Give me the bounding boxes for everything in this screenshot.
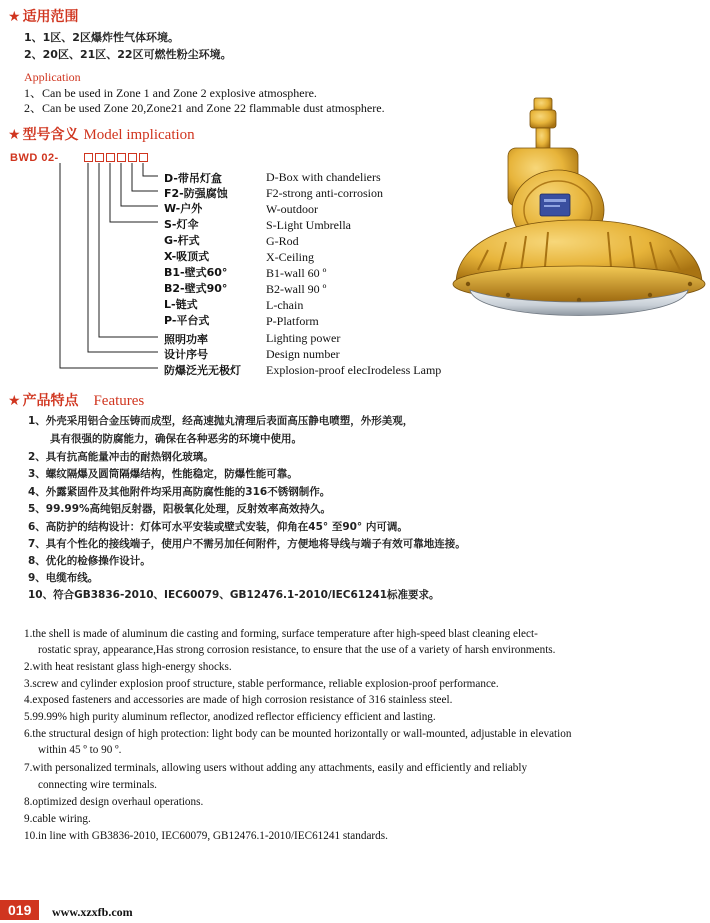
model-row-en-9: L-chain: [266, 298, 304, 312]
application-item-en-2: 2、Can be used Zone 20,Zone21 and Zone 22 flammable dust atmosphere.: [24, 101, 385, 115]
model-row-cn-5: G-杆式: [164, 234, 200, 247]
application-item-en-1: 1、Can be used in Zone 1 and Zone 2 explosive atmosphere.: [24, 86, 317, 100]
star-icon: ★: [8, 393, 21, 409]
feature-en-1b: rostatic spray, appearance,Has strong corrosion resistance, to ensure that the use of a variety of harsh environments.: [38, 644, 556, 656]
model-code: BWD 02-: [10, 152, 59, 164]
feature-en-3: 3.screw and cylinder explosion proof structure, stable performance, reliable explosion-proof performance.: [24, 678, 499, 690]
feature-cn-3: 3、螺纹隔爆及圆筒隔爆结构，性能稳定，防爆性能可靠。: [28, 468, 298, 480]
model-row-en-1: D-Box with chandeliers: [266, 170, 381, 184]
page-number: 019: [0, 900, 39, 920]
application-header-en: Application: [24, 70, 81, 84]
feature-cn-6: 6、高防护的结构设计：灯体可水平安装或壁式安装，仰角在45° 至90° 内可调。: [28, 521, 408, 533]
feature-cn-1: 1、外壳采用铝合金压铸而成型，经高速抛丸清理后表面高压静电喷塑，外形美观，: [28, 415, 414, 427]
model-row-en-4: S-Light Umbrella: [266, 218, 351, 232]
feature-cn-4: 4、外露紧固件及其他附件均采用高防腐性能的316不锈钢制作。: [28, 486, 331, 498]
feature-cn-10: 10、符合GB3836-2010、IEC60079、GB12476.1-2010/IEC61241标准要求。: [28, 589, 440, 601]
website-url: www.xzxfb.com: [52, 905, 133, 919]
model-row-cn-1: D-带吊灯盒: [164, 172, 222, 185]
feature-en-10: 10.in line with GB3836-2010, IEC60079, GB12476.1-2010/IEC61241 standards.: [24, 830, 388, 842]
model-row-cn-8: B2-壁式90°: [164, 282, 228, 295]
model-row-en-13: Explosion-proof elecIrodeless Lamp: [266, 363, 442, 377]
application-item-cn-2: 2、20区、21区、22区可燃性粉尘环境。: [24, 48, 232, 61]
model-row-en-10: P-Platform: [266, 314, 319, 328]
feature-en-6: 6.the structural design of high protection: light body can be mounted horizontally or wall-mounted, adjustable in elevation: [24, 728, 572, 740]
model-row-cn-3: W-户外: [164, 202, 203, 215]
model-row-cn-9: L-链式: [164, 298, 198, 311]
model-header: ★ 型号含义 Model implication: [8, 127, 195, 143]
model-row-en-2: F2-strong anti-corrosion: [266, 186, 383, 200]
features-header: ★ 产品特点 Features: [8, 393, 145, 409]
feature-en-4: 4.exposed fasteners and accessories are made of high corrosion resistance of 316 stainless steel.: [24, 694, 453, 706]
feature-en-7b: connecting wire terminals.: [38, 779, 157, 791]
feature-en-8: 8.optimized design overhaul operations.: [24, 796, 204, 808]
model-row-en-3: W-outdoor: [266, 202, 318, 216]
model-row-en-6: X-Ceiling: [266, 250, 314, 264]
feature-cn-5: 5、99.99%高纯铝反射器，阳极氧化处理，反射效率高效持久。: [28, 503, 332, 515]
application-header-cn: ★ 适用范围: [8, 9, 79, 25]
feature-cn-8: 8、优化的检修操作设计。: [28, 555, 151, 567]
feature-en-6b: within 45 º to 90 º.: [38, 744, 122, 756]
feature-cn-2: 2、具有抗高能量冲击的耐热钢化玻璃。: [28, 451, 214, 463]
feature-en-2: 2.with heat resistant glass high-energy shocks.: [24, 661, 232, 673]
model-row-cn-11: 照明功率: [164, 333, 208, 346]
model-row-en-11: Lighting power: [266, 331, 341, 345]
feature-cn-9: 9、电缆布线。: [28, 572, 99, 584]
feature-en-9: 9.cable wiring.: [24, 813, 91, 825]
model-row-cn-4: S-灯伞: [164, 218, 199, 231]
feature-cn-7: 7、具有个性化的接线端子，使用户不需另加任何附件，方便地将导线与端子有效可靠地连接。: [28, 538, 466, 550]
feature-en-7: 7.with personalized terminals, allowing users without adding any attachments, easily and efficiently and reliably: [24, 762, 528, 774]
application-item-cn-1: 1、1区、2区爆炸性气体环境。: [24, 31, 179, 44]
model-row-en-12: Design number: [266, 347, 340, 361]
feature-en-5: 5.99.99% high purity aluminum reflector, anodized reflector efficiency efficient and lasting.: [24, 711, 436, 723]
feature-en-1: 1.the shell is made of aluminum die casting and forming, surface temperature after high-speed blast cleaning elect-: [24, 628, 538, 640]
model-row-cn-2: F2-防强腐蚀: [164, 187, 228, 200]
model-row-en-7: B1-wall 60 º: [266, 266, 327, 280]
lamp-product-image: [448, 92, 710, 340]
model-row-cn-6: X-吸顶式: [164, 250, 210, 263]
model-row-en-8: B2-wall 90 º: [266, 282, 327, 296]
model-row-cn-13: 防爆泛光无极灯: [164, 364, 241, 377]
model-row-cn-12: 设计序号: [164, 348, 208, 361]
star-icon: ★: [8, 127, 21, 143]
feature-cn-1b: 具有很强的防腐能力，确保在各种恶劣的环境中使用。: [50, 433, 302, 445]
model-row-cn-7: B1-壁式60°: [164, 266, 228, 279]
model-row-cn-10: P-平台式: [164, 314, 210, 327]
model-row-en-5: G-Rod: [266, 234, 299, 248]
star-icon: ★: [8, 9, 21, 25]
